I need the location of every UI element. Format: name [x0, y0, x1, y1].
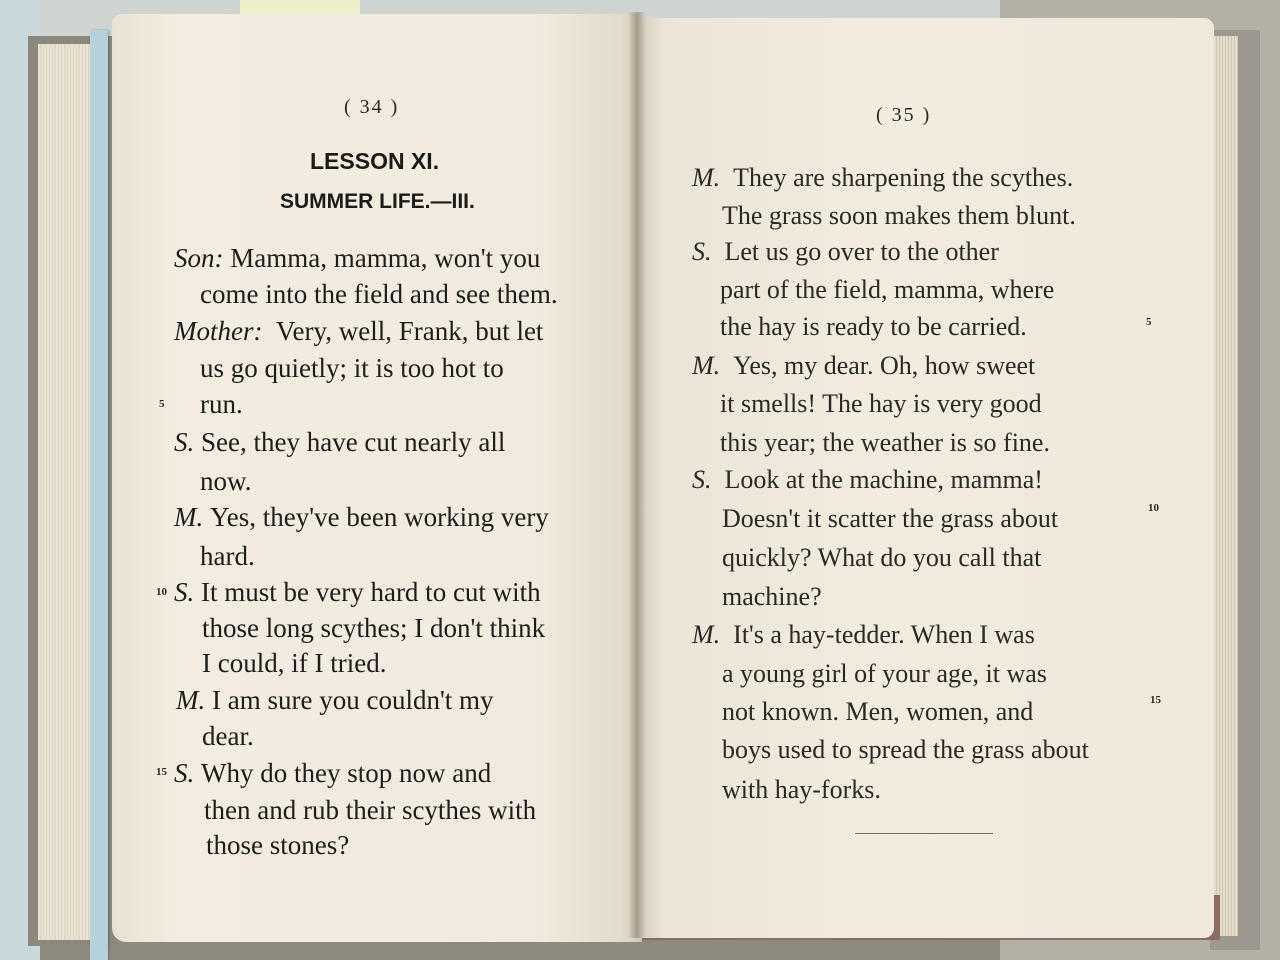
speaker-label: M. [692, 163, 721, 192]
text-line [692, 236, 999, 268]
line-text: I am sure you couldn't my [212, 685, 494, 715]
text-line [202, 720, 254, 752]
text-line [200, 388, 243, 420]
line-text: machine? [722, 582, 822, 611]
end-rule [855, 833, 993, 834]
line-text: boys used to spread the grass about [722, 735, 1089, 764]
text-line [720, 427, 1050, 459]
line-text: Mamma, mamma, won't you [230, 243, 541, 273]
line-text: dear. [202, 721, 254, 751]
text-line [720, 388, 1042, 420]
text-line [692, 619, 1035, 651]
speaker-label: M. [692, 351, 721, 380]
line-text: us go quietly; it is too hot to [200, 353, 504, 383]
line-text: Very, well, Frank, but let [275, 316, 544, 346]
text-line [206, 829, 349, 861]
speaker-label: S. [174, 427, 195, 457]
line-number: 15 [156, 766, 167, 778]
text-line [174, 242, 540, 274]
text-line [204, 794, 536, 826]
speaker-label: Mother: [174, 316, 263, 346]
line-text: See, they have cut nearly all [201, 427, 506, 457]
speaker-label: M. [176, 685, 206, 715]
text-line [722, 581, 822, 613]
page-number: ( 35 ) [876, 104, 932, 126]
line-text: run. [200, 389, 243, 419]
text-line [692, 162, 1073, 194]
speaker-label: S. [174, 577, 195, 607]
line-text: not known. Men, women, and [722, 697, 1034, 726]
line-text: hard. [200, 541, 255, 571]
line-text: They are sharpening the scythes. [733, 163, 1074, 192]
text-line [202, 612, 545, 644]
text-line [174, 757, 491, 789]
text-line [174, 576, 541, 608]
speaker-label: S. [174, 758, 195, 788]
line-text: Doesn't it scatter the grass about [722, 504, 1059, 533]
book-gutter [628, 12, 646, 938]
text-line [174, 315, 543, 347]
page-number: ( 34 ) [344, 96, 400, 118]
line-text: I could, if I tried. [202, 648, 387, 678]
speaker-label: S. [692, 237, 712, 266]
text-line [200, 352, 504, 384]
text-line [692, 464, 1043, 496]
text-line [722, 200, 1076, 232]
text-line [722, 503, 1058, 535]
text-line [200, 465, 252, 497]
line-text: this year; the weather is so fine. [720, 428, 1050, 457]
text-line [722, 774, 881, 806]
text-line [692, 350, 1035, 382]
line-text: then and rub their scythes with [204, 795, 537, 825]
line-text: those stones? [206, 830, 350, 860]
line-text: the hay is ready to be carried. [720, 312, 1027, 341]
line-number: 5 [1146, 316, 1152, 328]
lesson-title: LESSON XI. [310, 148, 440, 174]
text-line [722, 696, 1033, 728]
line-text: The grass soon makes them blunt. [722, 201, 1076, 230]
line-text: now. [200, 466, 252, 496]
text-line [720, 274, 1054, 306]
text-line [174, 426, 505, 458]
line-number: 10 [1148, 502, 1159, 514]
line-text: those long scythes; I don't think [202, 613, 546, 643]
speaker-label: S. [692, 465, 712, 494]
line-text: it smells! The hay is very good [720, 389, 1042, 418]
bookmark-ribbon [90, 30, 108, 960]
speaker-label: M. [692, 620, 721, 649]
line-number: 5 [159, 398, 165, 410]
text-line [176, 684, 494, 716]
speaker-label: M. [174, 502, 204, 532]
lesson-subtitle: SUMMER LIFE.—III. [280, 190, 475, 213]
right-page [636, 18, 1214, 938]
line-text: Yes, they've been working very [210, 502, 549, 532]
line-text: a young girl of your age, it was [722, 659, 1047, 688]
line-text: Let us go over to the other [724, 237, 999, 266]
text-line [202, 647, 386, 679]
line-text: part of the field, mamma, where [720, 275, 1055, 304]
line-number: 15 [1150, 694, 1161, 706]
line-text: quickly? What do you call that [722, 543, 1042, 572]
line-text: Why do they stop now and [201, 758, 492, 788]
text-line [720, 311, 1027, 343]
line-text: Look at the machine, mamma! [724, 465, 1043, 494]
text-line [722, 658, 1047, 690]
line-text: It must be very hard to cut with [201, 577, 541, 607]
text-line [722, 542, 1041, 574]
line-text: Yes, my dear. Oh, how sweet [733, 351, 1036, 380]
left-page [112, 14, 642, 942]
line-number: 10 [156, 586, 167, 598]
text-line [722, 734, 1089, 766]
text-line [200, 278, 558, 310]
speaker-label: Son: [174, 243, 224, 273]
line-text: It's a hay-tedder. When I was [733, 620, 1035, 649]
text-line [200, 540, 255, 572]
line-text: with hay-forks. [722, 775, 881, 804]
text-line [174, 501, 549, 533]
line-text: come into the field and see them. [200, 279, 558, 309]
